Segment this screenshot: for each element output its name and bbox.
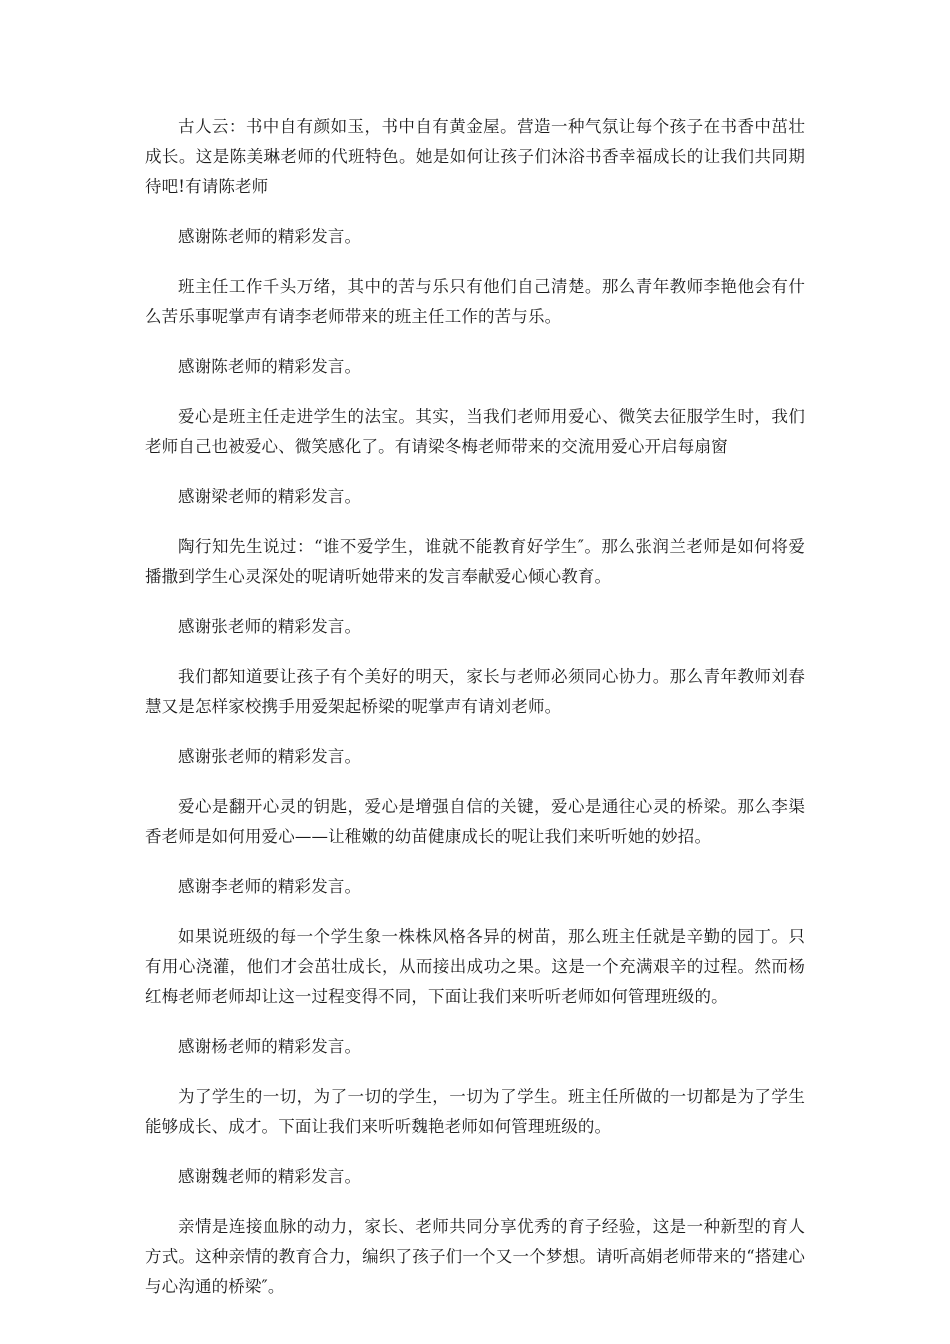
paragraph-thanks-chen-2: 感谢陈老师的精彩发言。 (178, 357, 362, 376)
paragraph-intro-liang: 爱心是班主任走进学生的法宝。其实，当我们老师用爱心、微笑去征服学生时，我们老师自己也被爱心、微笑感化了。有请梁冬梅老师带来的交流用爱心开启每扇窗 (145, 407, 805, 456)
paragraph-thanks-yang: 感谢杨老师的精彩发言。 (178, 1037, 362, 1056)
paragraph-thanks-zhang: 感谢张老师的精彩发言。 (178, 617, 362, 636)
paragraph-thanks-chen: 感谢陈老师的精彩发言。 (178, 227, 362, 246)
paragraph-intro-li-yan: 班主任工作千头万绪，其中的苦与乐只有他们自己清楚。那么青年教师李艳他会有什么苦乐事呢掌声有请李老师带来的班主任工作的苦与乐。 (145, 277, 805, 326)
paragraph-intro-li-quxiang: 爱心是翻开心灵的钥匙，爱心是增强自信的关键，爱心是通往心灵的桥梁。那么李渠香老师是如何用爱心——让稚嫩的幼苗健康成长的呢让我们来听听她的妙招。 (145, 797, 805, 846)
paragraph-intro-yang: 如果说班级的每一个学生象一株株风格各异的树苗，那么班主任就是辛勤的园丁。只有用心浇灌，他们才会茁壮成长，从而接出成功之果。这是一个充满艰辛的过程。然而杨红梅老师老师却让这一过程变得不同，下面让我们来听听老师如何管理班级的。 (145, 927, 805, 1006)
paragraph-intro-liu: 我们都知道要让孩子有个美好的明天，家长与老师必须同心协力。那么青年教师刘春慧又是怎样家校携手用爱架起桥梁的呢掌声有请刘老师。 (145, 667, 805, 716)
paragraph-intro-wei: 为了学生的一切，为了一切的学生，一切为了学生。班主任所做的一切都是为了学生能够成长、成才。下面让我们来听听魏艳老师如何管理班级的。 (145, 1087, 805, 1136)
paragraph-intro-zhang: 陶行知先生说过：“谁不爱学生，谁就不能教育好学生″。那么张润兰老师是如何将爱播撒到学生心灵深处的呢请听她带来的发言奉献爱心倾心教育。 (145, 537, 805, 586)
paragraph-intro-chen: 古人云：书中自有颜如玉，书中自有黄金屋。营造一种气氛让每个孩子在书香中茁壮成长。这是陈美琳老师的代班特色。她是如何让孩子们沐浴书香幸福成长的让我们共同期待吧!有请陈老师 (145, 117, 805, 196)
paragraph-thanks-wei: 感谢魏老师的精彩发言。 (178, 1167, 362, 1186)
document-body (145, 112, 805, 1322)
paragraph-thanks-li: 感谢李老师的精彩发言。 (178, 877, 362, 896)
paragraph-intro-gao: 亲情是连接血脉的动力，家长、老师共同分享优秀的育子经验，这是一种新型的育人方式。这种亲情的教育合力，编织了孩子们一个又一个梦想。请听高娟老师带来的“搭建心与心沟通的桥梁″。 (145, 1217, 805, 1296)
paragraph-thanks-liang: 感谢梁老师的精彩发言。 (178, 487, 362, 506)
paragraph-thanks-zhang-2: 感谢张老师的精彩发言。 (178, 747, 362, 766)
